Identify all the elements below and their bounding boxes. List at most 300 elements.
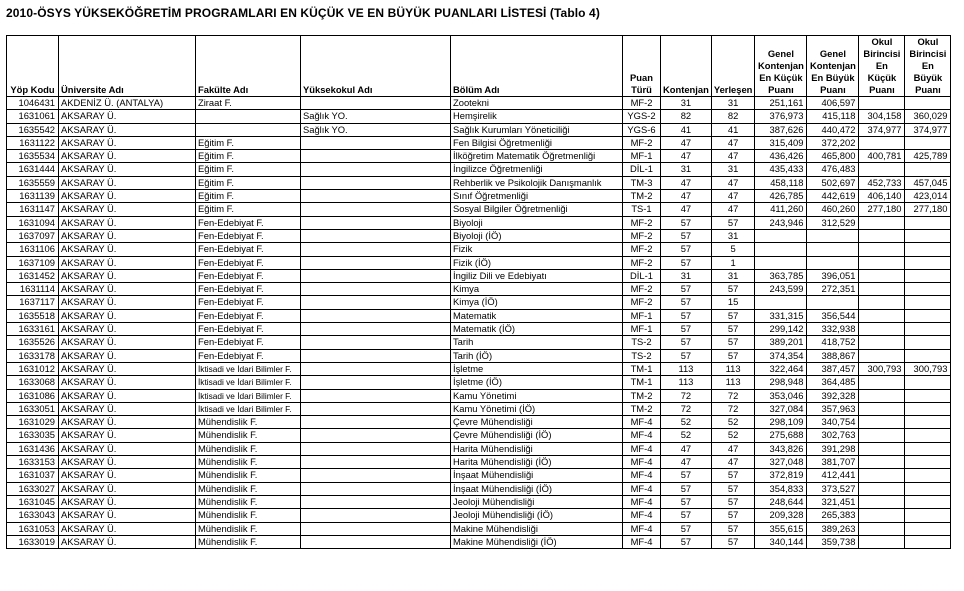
cell-fak: İktisadi ve İdari Bilimler F.: [196, 362, 301, 375]
page-title: 2010-ÖSYS YÜKSEKÖĞRETİM PROGRAMLARI EN KÜÇÜK VE EN BÜYÜK PUANLARI LİSTESİ (Tablo 4): [6, 6, 600, 20]
cell-gkmax: 388,867: [807, 349, 859, 362]
table-row: [7, 362, 951, 375]
cell-kont: 31: [661, 97, 712, 110]
cell-yo: [301, 176, 451, 189]
cell-puan: MF-2: [623, 229, 661, 242]
cell-gkmax: 440,472: [807, 123, 859, 136]
cell-puan: DİL-1: [623, 163, 661, 176]
cell-kod: 1633068: [7, 376, 59, 389]
cell-fak: Fen-Edebiyat F.: [196, 309, 301, 322]
table-row: [7, 190, 951, 203]
cell-yerl: 57: [711, 522, 755, 535]
cell-gkmin: 374,354: [755, 349, 807, 362]
cell-kont: 47: [661, 203, 712, 216]
cell-fak: İktisadi ve İdari Bilimler F.: [196, 389, 301, 402]
cell-gkmin: 353,046: [755, 389, 807, 402]
table-row: [7, 522, 951, 535]
header-gkmax: Genel Kontenjan En Büyük Puanı: [807, 36, 859, 97]
cell-kont: 113: [661, 376, 712, 389]
cell-kod: 1631094: [7, 216, 59, 229]
cell-yo: [301, 402, 451, 415]
table-row: [7, 509, 951, 522]
cell-obmin: [859, 376, 905, 389]
cell-obmin: [859, 323, 905, 336]
cell-gkmax: 396,051: [807, 269, 859, 282]
cell-yo: [301, 429, 451, 442]
cell-gkmin: 275,688: [755, 429, 807, 442]
cell-obmax: [905, 442, 951, 455]
header-yo: Yüksekokul Adı: [301, 36, 451, 97]
cell-obmax: [905, 323, 951, 336]
table-row: [7, 229, 951, 242]
cell-yo: [301, 269, 451, 282]
cell-yo: [301, 190, 451, 203]
cell-gkmin: 411,260: [755, 203, 807, 216]
cell-uni: AKSARAY Ü.: [59, 535, 196, 548]
cell-obmax: [905, 416, 951, 429]
cell-bolum: Harita Mühendisliği: [451, 442, 623, 455]
cell-uni: AKSARAY Ü.: [59, 150, 196, 163]
cell-fak: Mühendislik F.: [196, 429, 301, 442]
cell-obmin: [859, 136, 905, 149]
cell-bolum: Jeoloji Mühendisliği (İÖ): [451, 509, 623, 522]
cell-kod: 1633019: [7, 535, 59, 548]
cell-uni: AKSARAY Ü.: [59, 110, 196, 123]
cell-kod: 1631139: [7, 190, 59, 203]
cell-yerl: 113: [711, 362, 755, 375]
cell-gkmin: [755, 243, 807, 256]
table-row: [7, 469, 951, 482]
cell-gkmax: 389,263: [807, 522, 859, 535]
cell-kod: 1635534: [7, 150, 59, 163]
cell-gkmin: 248,644: [755, 495, 807, 508]
cell-bolum: Sosyal Bilgiler Öğretmenliği: [451, 203, 623, 216]
cell-uni: AKSARAY Ü.: [59, 229, 196, 242]
cell-puan: TM-1: [623, 376, 661, 389]
cell-obmin: [859, 309, 905, 322]
cell-puan: TM-2: [623, 389, 661, 402]
cell-kod: 1637117: [7, 296, 59, 309]
cell-puan: MF-4: [623, 442, 661, 455]
cell-kod: 1635526: [7, 336, 59, 349]
cell-puan: MF-2: [623, 216, 661, 229]
cell-gkmin: 435,433: [755, 163, 807, 176]
cell-fak: [196, 110, 301, 123]
cell-obmin: [859, 402, 905, 415]
cell-fak: Mühendislik F.: [196, 522, 301, 535]
cell-obmax: [905, 296, 951, 309]
table-row: [7, 216, 951, 229]
table-row: [7, 110, 951, 123]
table-row: [7, 456, 951, 469]
cell-gkmax: 387,457: [807, 362, 859, 375]
cell-yo: [301, 535, 451, 548]
cell-obmax: 277,180: [905, 203, 951, 216]
header-kod: Yöp Kodu: [7, 36, 59, 97]
table-body: [7, 97, 951, 549]
cell-kont: 57: [661, 243, 712, 256]
cell-gkmax: 476,483: [807, 163, 859, 176]
cell-gkmax: [807, 229, 859, 242]
cell-obmin: [859, 482, 905, 495]
table-row: [7, 203, 951, 216]
cell-gkmax: 359,738: [807, 535, 859, 548]
cell-kod: 1633027: [7, 482, 59, 495]
cell-fak: Eğitim F.: [196, 176, 301, 189]
cell-obmin: 374,977: [859, 123, 905, 136]
cell-gkmax: 381,707: [807, 456, 859, 469]
cell-uni: AKSARAY Ü.: [59, 309, 196, 322]
cell-yerl: 15: [711, 296, 755, 309]
cell-gkmin: 209,328: [755, 509, 807, 522]
cell-fak: Mühendislik F.: [196, 509, 301, 522]
cell-uni: AKSARAY Ü.: [59, 482, 196, 495]
cell-obmin: 400,781: [859, 150, 905, 163]
table-row: [7, 136, 951, 149]
cell-gkmin: 355,615: [755, 522, 807, 535]
cell-gkmin: 343,826: [755, 442, 807, 455]
cell-gkmax: 332,938: [807, 323, 859, 336]
cell-gkmax: [807, 243, 859, 256]
cell-obmin: 452,733: [859, 176, 905, 189]
cell-fak: Eğitim F.: [196, 163, 301, 176]
table-row: [7, 442, 951, 455]
cell-fak: Fen-Edebiyat F.: [196, 216, 301, 229]
cell-gkmin: 376,973: [755, 110, 807, 123]
cell-obmin: [859, 229, 905, 242]
cell-uni: AKSARAY Ü.: [59, 256, 196, 269]
cell-yerl: 57: [711, 509, 755, 522]
cell-fak: Eğitim F.: [196, 203, 301, 216]
cell-kont: 57: [661, 535, 712, 548]
cell-kont: 72: [661, 389, 712, 402]
cell-obmin: [859, 269, 905, 282]
cell-puan: MF-2: [623, 243, 661, 256]
cell-kont: 52: [661, 416, 712, 429]
cell-gkmax: 364,485: [807, 376, 859, 389]
cell-fak: Fen-Edebiyat F.: [196, 283, 301, 296]
cell-obmin: [859, 535, 905, 548]
cell-fak: Fen-Edebiyat F.: [196, 243, 301, 256]
table-header-row: [7, 36, 951, 97]
cell-puan: MF-4: [623, 429, 661, 442]
cell-yo: [301, 243, 451, 256]
cell-kod: 1631106: [7, 243, 59, 256]
cell-yo: [301, 362, 451, 375]
cell-puan: TS-2: [623, 349, 661, 362]
cell-yerl: 57: [711, 323, 755, 336]
cell-yerl: 31: [711, 269, 755, 282]
cell-puan: MF-2: [623, 97, 661, 110]
cell-yo: [301, 416, 451, 429]
cell-fak: İktisadi ve İdari Bilimler F.: [196, 376, 301, 389]
cell-obmin: 406,140: [859, 190, 905, 203]
table-row: [7, 283, 951, 296]
cell-bolum: Makine Mühendisliği (İÖ): [451, 535, 623, 548]
cell-yo: [301, 256, 451, 269]
cell-bolum: İnşaat Mühendisliği (İÖ): [451, 482, 623, 495]
cell-obmin: [859, 442, 905, 455]
table-row: [7, 376, 951, 389]
table-row: [7, 416, 951, 429]
table-row: [7, 535, 951, 548]
table-row: [7, 150, 951, 163]
header-uni: Üniversite Adı: [59, 36, 196, 97]
cell-puan: YGS-2: [623, 110, 661, 123]
cell-gkmin: [755, 296, 807, 309]
cell-uni: AKSARAY Ü.: [59, 456, 196, 469]
cell-gkmax: 356,544: [807, 309, 859, 322]
cell-uni: AKDENİZ Ü. (ANTALYA): [59, 97, 196, 110]
cell-yo: [301, 495, 451, 508]
cell-uni: AKSARAY Ü.: [59, 522, 196, 535]
table-row: [7, 256, 951, 269]
cell-gkmin: 389,201: [755, 336, 807, 349]
cell-puan: MF-4: [623, 482, 661, 495]
cell-kont: 57: [661, 495, 712, 508]
cell-fak: Fen-Edebiyat F.: [196, 229, 301, 242]
cell-uni: AKSARAY Ü.: [59, 389, 196, 402]
cell-gkmax: 302,763: [807, 429, 859, 442]
scores-table: [6, 35, 951, 549]
cell-puan: MF-4: [623, 469, 661, 482]
cell-puan: TM-3: [623, 176, 661, 189]
table-row: [7, 349, 951, 362]
table-row: [7, 495, 951, 508]
cell-bolum: Sağlık Kurumları Yöneticiliği: [451, 123, 623, 136]
cell-uni: AKSARAY Ü.: [59, 190, 196, 203]
cell-fak: Fen-Edebiyat F.: [196, 296, 301, 309]
cell-puan: MF-2: [623, 256, 661, 269]
cell-obmax: [905, 349, 951, 362]
cell-puan: MF-1: [623, 150, 661, 163]
cell-bolum: Biyoloji (İÖ): [451, 229, 623, 242]
cell-uni: AKSARAY Ü.: [59, 176, 196, 189]
cell-fak: Mühendislik F.: [196, 469, 301, 482]
cell-kont: 31: [661, 163, 712, 176]
cell-kont: 57: [661, 256, 712, 269]
cell-kont: 57: [661, 296, 712, 309]
cell-obmax: 300,793: [905, 362, 951, 375]
cell-gkmax: 372,202: [807, 136, 859, 149]
cell-fak: Mühendislik F.: [196, 535, 301, 548]
cell-gkmax: 357,963: [807, 402, 859, 415]
cell-bolum: Kamu Yönetimi (İÖ): [451, 402, 623, 415]
cell-uni: AKSARAY Ü.: [59, 296, 196, 309]
cell-yerl: 47: [711, 203, 755, 216]
cell-bolum: Harita Mühendisliği (İÖ): [451, 456, 623, 469]
cell-puan: MF-4: [623, 456, 661, 469]
cell-gkmin: 426,785: [755, 190, 807, 203]
cell-bolum: İngilizce Öğretmenliği: [451, 163, 623, 176]
cell-obmax: [905, 402, 951, 415]
cell-kont: 57: [661, 229, 712, 242]
table-row: [7, 97, 951, 110]
cell-uni: AKSARAY Ü.: [59, 283, 196, 296]
cell-obmin: [859, 296, 905, 309]
cell-obmax: [905, 495, 951, 508]
cell-yerl: 52: [711, 429, 755, 442]
cell-obmax: [905, 522, 951, 535]
cell-yerl: 57: [711, 469, 755, 482]
cell-bolum: Çevre Mühendisliği (İÖ): [451, 429, 623, 442]
cell-yo: [301, 309, 451, 322]
cell-uni: AKSARAY Ü.: [59, 269, 196, 282]
cell-gkmax: [807, 296, 859, 309]
header-kont: Kontenjan: [661, 36, 712, 97]
cell-uni: AKSARAY Ü.: [59, 349, 196, 362]
cell-yerl: 47: [711, 150, 755, 163]
cell-kont: 57: [661, 509, 712, 522]
cell-yo: [301, 376, 451, 389]
cell-obmin: [859, 283, 905, 296]
cell-yo: [301, 203, 451, 216]
cell-yo: [301, 323, 451, 336]
cell-gkmax: 340,754: [807, 416, 859, 429]
cell-bolum: İşletme (İÖ): [451, 376, 623, 389]
cell-gkmax: 321,451: [807, 495, 859, 508]
cell-bolum: Sınıf Öğretmenliği: [451, 190, 623, 203]
cell-kod: 1633178: [7, 349, 59, 362]
cell-fak: Fen-Edebiyat F.: [196, 256, 301, 269]
cell-puan: TS-2: [623, 336, 661, 349]
cell-kod: 1633035: [7, 429, 59, 442]
cell-obmin: [859, 216, 905, 229]
cell-puan: MF-4: [623, 509, 661, 522]
cell-kont: 47: [661, 176, 712, 189]
cell-obmin: [859, 429, 905, 442]
cell-bolum: Rehberlik ve Psikolojik Danışmanlık: [451, 176, 623, 189]
cell-uni: AKSARAY Ü.: [59, 136, 196, 149]
table-row: [7, 176, 951, 189]
cell-bolum: Tarih: [451, 336, 623, 349]
cell-kod: 1631452: [7, 269, 59, 282]
cell-bolum: Fen Bilgisi Öğretmenliği: [451, 136, 623, 149]
cell-bolum: Zootekni: [451, 97, 623, 110]
cell-uni: AKSARAY Ü.: [59, 416, 196, 429]
cell-kod: 1635559: [7, 176, 59, 189]
cell-yo: [301, 163, 451, 176]
cell-obmax: [905, 256, 951, 269]
cell-fak: Mühendislik F.: [196, 482, 301, 495]
cell-yerl: 5: [711, 243, 755, 256]
cell-puan: TM-1: [623, 362, 661, 375]
cell-yerl: 72: [711, 402, 755, 415]
cell-obmax: [905, 469, 951, 482]
cell-gkmax: [807, 256, 859, 269]
cell-yo: [301, 229, 451, 242]
cell-kod: 1631122: [7, 136, 59, 149]
cell-gkmax: 442,619: [807, 190, 859, 203]
cell-kod: 1633051: [7, 402, 59, 415]
cell-obmax: [905, 216, 951, 229]
cell-bolum: Matematik (İÖ): [451, 323, 623, 336]
cell-obmin: [859, 336, 905, 349]
cell-kod: 1631147: [7, 203, 59, 216]
cell-gkmin: 322,464: [755, 362, 807, 375]
cell-gkmax: 412,441: [807, 469, 859, 482]
cell-yo: [301, 469, 451, 482]
cell-obmax: 423,014: [905, 190, 951, 203]
cell-yo: [301, 136, 451, 149]
cell-obmin: [859, 495, 905, 508]
cell-kont: 47: [661, 442, 712, 455]
table-row: [7, 309, 951, 322]
cell-uni: AKSARAY Ü.: [59, 509, 196, 522]
cell-gkmin: [755, 256, 807, 269]
cell-uni: AKSARAY Ü.: [59, 216, 196, 229]
header-yerl: Yerleşen: [711, 36, 755, 97]
cell-bolum: Matematik: [451, 309, 623, 322]
cell-obmin: [859, 416, 905, 429]
cell-gkmax: 265,383: [807, 509, 859, 522]
cell-obmin: [859, 97, 905, 110]
cell-gkmin: 340,144: [755, 535, 807, 548]
cell-obmin: 304,158: [859, 110, 905, 123]
cell-fak: Mühendislik F.: [196, 442, 301, 455]
cell-fak: Mühendislik F.: [196, 495, 301, 508]
cell-obmin: [859, 243, 905, 256]
cell-obmax: [905, 97, 951, 110]
table-row: [7, 323, 951, 336]
cell-yerl: 57: [711, 309, 755, 322]
cell-puan: MF-2: [623, 283, 661, 296]
cell-gkmin: 327,084: [755, 402, 807, 415]
cell-bolum: Kamu Yönetimi: [451, 389, 623, 402]
table-row: [7, 402, 951, 415]
cell-fak: Ziraat F.: [196, 97, 301, 110]
cell-fak: İktisadi ve İdari Bilimler F.: [196, 402, 301, 415]
cell-obmax: [905, 482, 951, 495]
cell-puan: MF-4: [623, 495, 661, 508]
cell-kont: 82: [661, 110, 712, 123]
cell-obmin: [859, 509, 905, 522]
cell-yerl: 57: [711, 336, 755, 349]
cell-kod: 1635518: [7, 309, 59, 322]
cell-obmax: [905, 309, 951, 322]
header-obmin: Okul Birincisi En Küçük Puanı: [859, 36, 905, 97]
cell-kod: 1635542: [7, 123, 59, 136]
cell-bolum: İlköğretim Matematik Öğretmenliği: [451, 150, 623, 163]
cell-kod: 1637109: [7, 256, 59, 269]
table-row: [7, 123, 951, 136]
cell-kod: 1631053: [7, 522, 59, 535]
cell-fak: Fen-Edebiyat F.: [196, 269, 301, 282]
cell-puan: DİL-1: [623, 269, 661, 282]
cell-kod: 1631086: [7, 389, 59, 402]
cell-kont: 41: [661, 123, 712, 136]
cell-uni: AKSARAY Ü.: [59, 243, 196, 256]
cell-kont: 57: [661, 336, 712, 349]
cell-gkmin: 372,819: [755, 469, 807, 482]
cell-yerl: 57: [711, 216, 755, 229]
cell-obmin: [859, 456, 905, 469]
cell-uni: AKSARAY Ü.: [59, 376, 196, 389]
cell-yerl: 47: [711, 176, 755, 189]
cell-obmin: 300,793: [859, 362, 905, 375]
cell-puan: TM-2: [623, 190, 661, 203]
cell-obmax: [905, 243, 951, 256]
cell-kod: 1046431: [7, 97, 59, 110]
cell-gkmin: 363,785: [755, 269, 807, 282]
cell-yo: [301, 349, 451, 362]
cell-kod: 1631436: [7, 442, 59, 455]
cell-bolum: Fizik: [451, 243, 623, 256]
cell-puan: MF-1: [623, 309, 661, 322]
cell-yo: [301, 296, 451, 309]
cell-bolum: Fizik (İÖ): [451, 256, 623, 269]
cell-gkmax: 406,597: [807, 97, 859, 110]
